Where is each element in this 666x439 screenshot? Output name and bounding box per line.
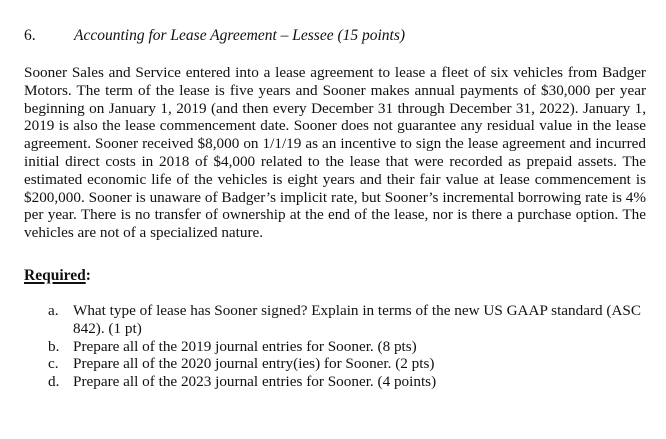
required-heading	[24, 267, 91, 285]
requirement-text: What type of lease has Sooner signed? Explain in terms of the new US GAAP standard (ASC 842). (1 pt)	[73, 302, 642, 337]
requirement-text: Prepare all of the 2023 journal entries for Sooner. (4 points)	[73, 373, 437, 391]
requirement-text: Prepare all of the 2020 journal entry(ies) for Sooner. (2 pts)	[73, 355, 435, 373]
requirement-marker: d.	[48, 373, 60, 391]
question-number: 6.	[24, 27, 36, 44]
required-colon: :	[85, 267, 91, 284]
question-header	[24, 27, 405, 45]
required-label: Required	[24, 267, 86, 284]
requirement-item-d	[48, 373, 648, 391]
requirement-marker: c.	[48, 355, 59, 373]
requirements-list	[48, 302, 648, 391]
question-title: Accounting for Lease Agreement – Lessee (15 points)	[74, 27, 406, 44]
requirement-item-a	[48, 302, 648, 338]
requirement-marker: a.	[48, 302, 59, 319]
requirement-marker: b.	[48, 337, 60, 355]
problem-statement: Sooner Sales and Service entered into a lease agreement to lease a fleet of six vehicles from Badger Motors. The term of the lease is five years and Sooner makes annual payments of $30,000 per year beginning on January 1, 2019 (and then every December 31 through December 31, 2022). January 1, 2019 is also the lease commencement date. Sooner does not guarantee any residual value in the lease agreement. Sooner received $8,000 on 1/1/19 as an incentive to sign the lease agreement and incurred initial direct costs in 2018 of $4,000 related to the lease that were recorded as prepaid assets. The estimated economic life of the vehicles is eight years and their fair value at lease commencement is $200,000. Sooner is unaware of Badger’s implicit rate, but Sooner’s incremental borrowing rate is 4% per year. There is no transfer of ownership at the end of the lease, nor is there a purchase option. The vehicles are not of a specialized nature.	[24, 64, 646, 242]
requirement-text: Prepare all of the 2019 journal entries for Sooner. (8 pts)	[73, 337, 417, 355]
requirement-item-c	[48, 355, 648, 373]
requirement-item-b	[48, 338, 648, 356]
